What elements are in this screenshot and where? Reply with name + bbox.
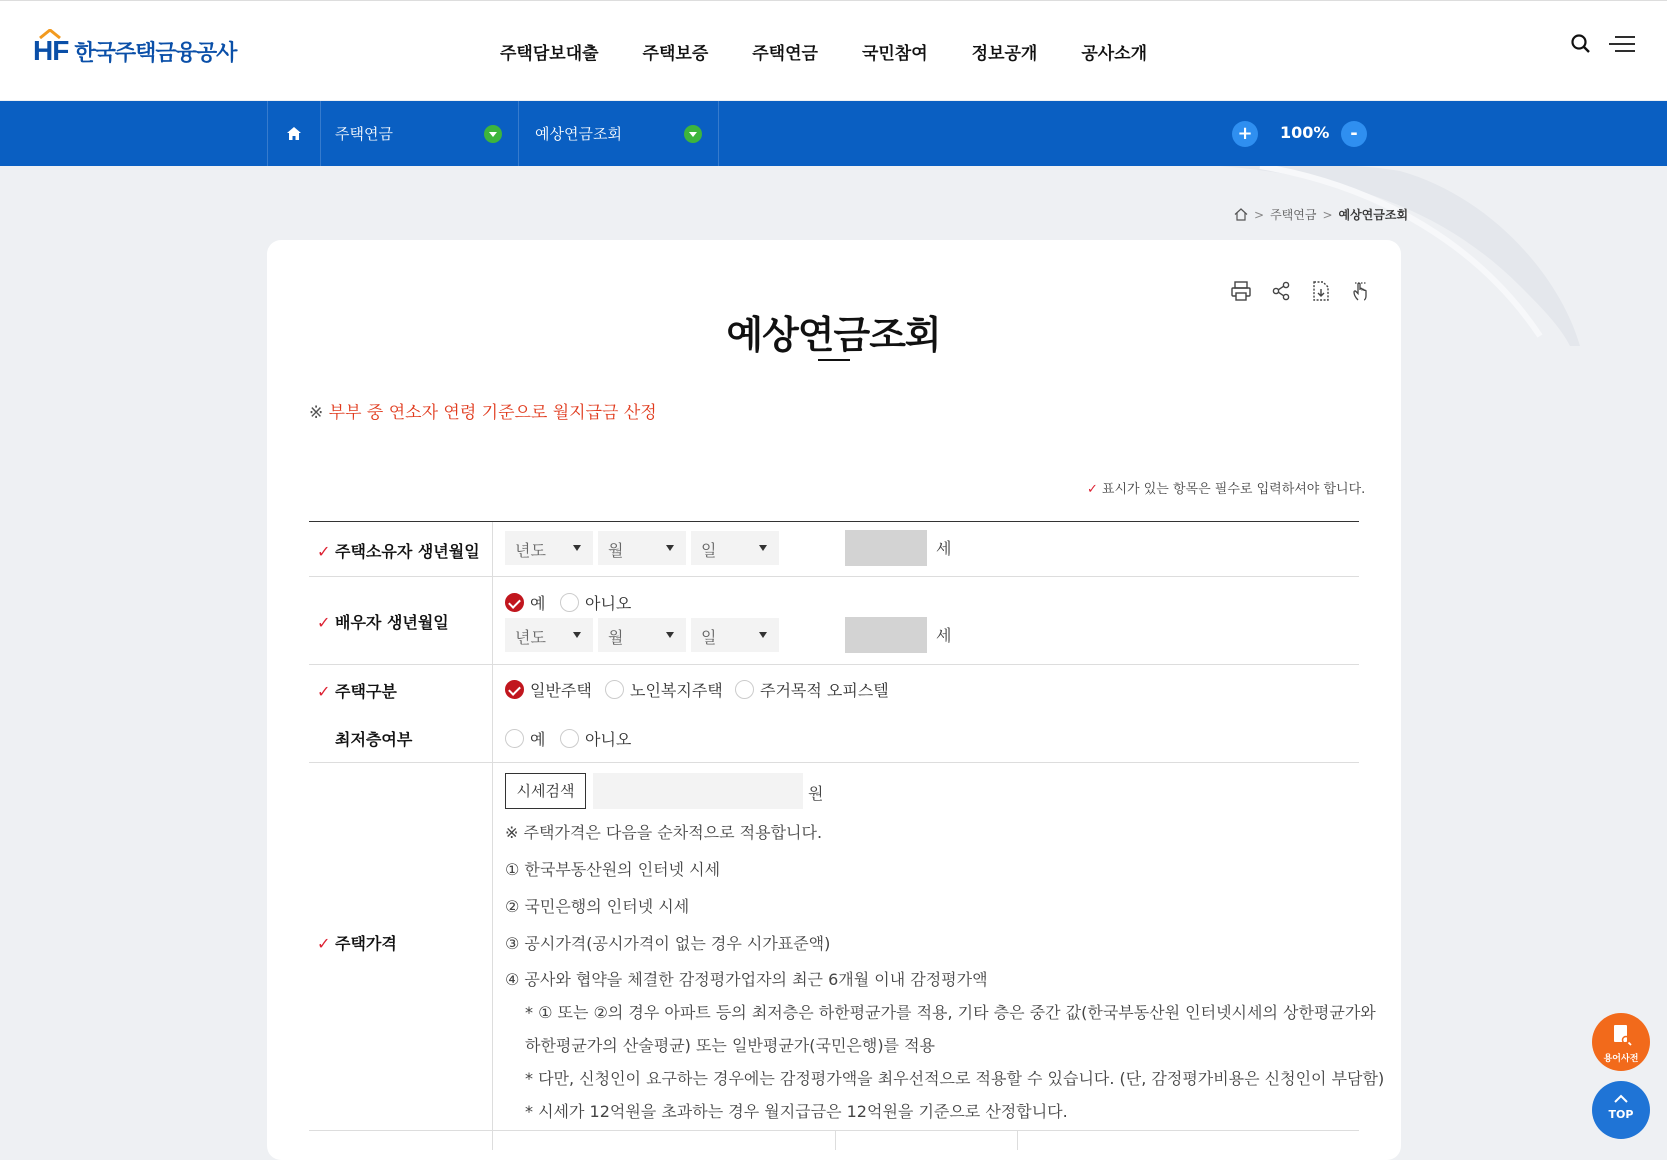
divider (1017, 1130, 1018, 1150)
lowest-floor-label-text: 최저층여부 (335, 730, 413, 749)
price-search-button[interactable]: 시세검색 (505, 773, 586, 809)
radio-unchecked-icon (505, 729, 524, 748)
owner-birth-month-select[interactable] (598, 531, 686, 565)
chevron-down-icon (684, 125, 702, 143)
zoom-out-button[interactable]: - (1341, 121, 1367, 147)
print-icon[interactable] (1230, 280, 1252, 302)
location-depth2-dropdown[interactable] (519, 101, 719, 166)
logo-mark: HF (33, 35, 68, 67)
spouse-yes-radio[interactable] (505, 591, 545, 614)
lowest-floor-row (309, 712, 1359, 763)
page-title: 예상연금조회 (726, 313, 941, 357)
radio-label: 노인복지주택 (630, 681, 723, 700)
radio-label: 예 (530, 594, 546, 613)
house-type-general-radio[interactable] (505, 678, 592, 701)
radio-label: 아니오 (585, 594, 632, 613)
house-type-label (309, 679, 492, 702)
house-price-unit: 원 (808, 784, 824, 803)
radio-unchecked-icon (735, 680, 754, 699)
select-value: 월 (608, 541, 624, 560)
caret-down-icon (666, 632, 674, 638)
spouse-no-radio[interactable] (560, 591, 631, 614)
spouse-birth-year-select[interactable] (505, 618, 593, 652)
chevron-down-icon (484, 125, 502, 143)
spouse-age-unit: 세 (936, 626, 952, 645)
house-price-row (309, 762, 1385, 1131)
nav-item-guarantee[interactable]: 주택보증 (642, 44, 709, 64)
owner-age-unit: 세 (936, 539, 952, 558)
price-guide-note: * 시세가 12억원을 초과하는 경우 월지급금은 12억원을 기준으로 산정합니다. (525, 1102, 1068, 1121)
breadcrumb-separator: > (1254, 207, 1265, 222)
house-price-input[interactable] (593, 773, 803, 809)
owner-birth-label-text: 주택소유자 생년월일 (335, 542, 480, 561)
scroll-top-label: TOP (1608, 1108, 1634, 1121)
price-guide-note: * 다만, 신청인이 요구하는 경우에는 감정평가액을 최우선적으로 적용할 수 있습니다. (단, 감정평가비용은 신청인이 부담함) (525, 1069, 1385, 1088)
lowest-floor-no-radio[interactable] (560, 727, 631, 750)
location-depth1-label: 주택연금 (335, 125, 393, 143)
radio-checked-icon (505, 680, 524, 699)
radio-label: 주거목적 오피스텔 (760, 681, 889, 700)
caret-down-icon (573, 632, 581, 638)
spouse-birth-label-text: 배우자 생년월일 (335, 613, 449, 632)
spouse-birth-row (309, 576, 1359, 665)
radio-unchecked-icon (560, 593, 579, 612)
owner-birth-day-select[interactable] (691, 531, 779, 565)
touch-gesture-icon[interactable] (1350, 280, 1372, 302)
select-value: 일 (701, 541, 717, 560)
house-price-label (309, 931, 492, 954)
nav-item-disclosure[interactable]: 정보공개 (971, 44, 1038, 64)
price-guide-line: ③ 공시가격(공시가격이 없는 경우 시가표준액) (505, 934, 831, 953)
divider (835, 1130, 836, 1150)
spouse-birth-day-select[interactable] (691, 618, 779, 652)
select-value: 년도 (515, 541, 546, 560)
radio-label: 아니오 (585, 730, 632, 749)
radio-checked-icon (505, 593, 524, 612)
spouse-birth-month-select[interactable] (598, 618, 686, 652)
price-guide-line: ④ 공사와 협약을 체결한 감정평가업자의 최근 6개월 이내 감정평가액 (505, 970, 988, 989)
price-guide-note: * ① 또는 ②의 경우 아파트 등의 최저층은 하한평균가를 적용, 기타 층은 중간 값(한국부동산원 인터넷시세의 상한평균가와 (525, 1003, 1376, 1022)
divider (492, 1130, 493, 1150)
breadcrumb-item-pension[interactable]: 주택연금 (1270, 208, 1317, 222)
divider (492, 762, 493, 1130)
spouse-age-field[interactable] (845, 617, 927, 653)
divider (492, 712, 493, 762)
logo-roof-icon (39, 29, 61, 39)
required-check-icon: ✓ (317, 542, 331, 561)
caret-down-icon (759, 545, 767, 551)
price-guide-note: 하한평균가의 산술평균) 또는 일반평균가(국민은행)를 적용 (525, 1036, 936, 1055)
search-icon[interactable] (1569, 32, 1593, 56)
location-depth1-dropdown[interactable] (319, 101, 519, 166)
lowest-floor-yes-radio[interactable] (505, 727, 545, 750)
breadcrumb (1234, 206, 1408, 223)
owner-birth-label (309, 539, 492, 562)
price-guide-line: ① 한국부동산원의 인터넷 시세 (505, 860, 721, 879)
required-check-icon: ✓ (317, 682, 331, 701)
location-home-button[interactable] (267, 101, 321, 166)
zoom-level: 100% (1280, 123, 1330, 142)
radio-unchecked-icon (605, 680, 624, 699)
divider (492, 522, 493, 576)
logo-text: 한국주택금융공사 (74, 40, 237, 66)
nav-item-mortgage[interactable]: 주택담보대출 (500, 44, 599, 64)
share-icon[interactable] (1270, 280, 1292, 302)
owner-birth-year-select[interactable] (505, 531, 593, 565)
chevron-up-icon (1614, 1094, 1628, 1103)
price-guide-line: ② 국민은행의 인터넷 시세 (505, 897, 690, 916)
page-tools (1230, 280, 1390, 302)
radio-unchecked-icon (560, 729, 579, 748)
caret-down-icon (573, 545, 581, 551)
divider (492, 576, 493, 664)
radio-label: 예 (530, 730, 546, 749)
home-icon (286, 126, 302, 141)
spouse-birth-label (309, 610, 492, 633)
required-note-text: 표시가 있는 항목은 필수로 입력하셔야 합니다. (1101, 482, 1366, 497)
house-type-label-text: 주택구분 (335, 682, 397, 701)
price-guide-line: ※ 주택가격은 다음을 순차적으로 적용합니다. (505, 823, 823, 842)
nav-item-about[interactable]: 공사소개 (1081, 44, 1148, 64)
notice-text (309, 398, 657, 423)
notice-message: 부부 중 연소자 연령 기준으로 월지급금 산정 (328, 403, 657, 423)
select-value: 월 (608, 628, 624, 647)
dictionary-book-icon (1612, 1024, 1632, 1046)
home-outline-icon[interactable] (1234, 208, 1248, 221)
nav-item-participation[interactable]: 국민참여 (861, 44, 928, 64)
house-type-row (309, 664, 1359, 712)
main-nav (500, 39, 1191, 64)
required-note (1087, 478, 1365, 497)
nav-item-pension[interactable]: 주택연금 (752, 44, 818, 64)
breadcrumb-separator: > (1322, 207, 1333, 222)
notice-mark: ※ (309, 403, 324, 423)
lowest-floor-label (309, 727, 492, 750)
scroll-top-button[interactable] (1592, 1081, 1650, 1139)
location-bar (0, 101, 1667, 166)
site-header (0, 0, 1667, 100)
owner-birth-row (309, 522, 1359, 577)
required-check-icon: ✓ (317, 934, 331, 953)
house-type-senior-radio[interactable] (605, 678, 723, 701)
breadcrumb-current: 예상연금조회 (1338, 208, 1409, 222)
site-logo[interactable] (33, 35, 236, 67)
house-price-label-text: 주택가격 (335, 934, 397, 953)
title-underline (818, 359, 850, 361)
house-type-officetel-radio[interactable] (735, 678, 889, 701)
next-row-partial (309, 1130, 1359, 1150)
owner-age-field[interactable] (845, 530, 927, 566)
document-download-icon[interactable] (1310, 280, 1332, 302)
dictionary-float-button[interactable] (1592, 1013, 1650, 1071)
caret-down-icon (759, 632, 767, 638)
caret-down-icon (666, 545, 674, 551)
hamburger-menu-icon[interactable] (1609, 35, 1635, 53)
dictionary-label: 용어사전 (1603, 1054, 1639, 1064)
required-check-icon: ✓ (317, 613, 331, 632)
location-depth2-label: 예상연금조회 (535, 125, 622, 143)
zoom-in-button[interactable]: + (1232, 121, 1258, 147)
select-value: 년도 (515, 628, 546, 647)
required-check-icon: ✓ (1087, 482, 1098, 497)
radio-label: 일반주택 (530, 681, 592, 700)
pension-form (309, 521, 1385, 1121)
divider (492, 664, 493, 712)
select-value: 일 (701, 628, 717, 647)
